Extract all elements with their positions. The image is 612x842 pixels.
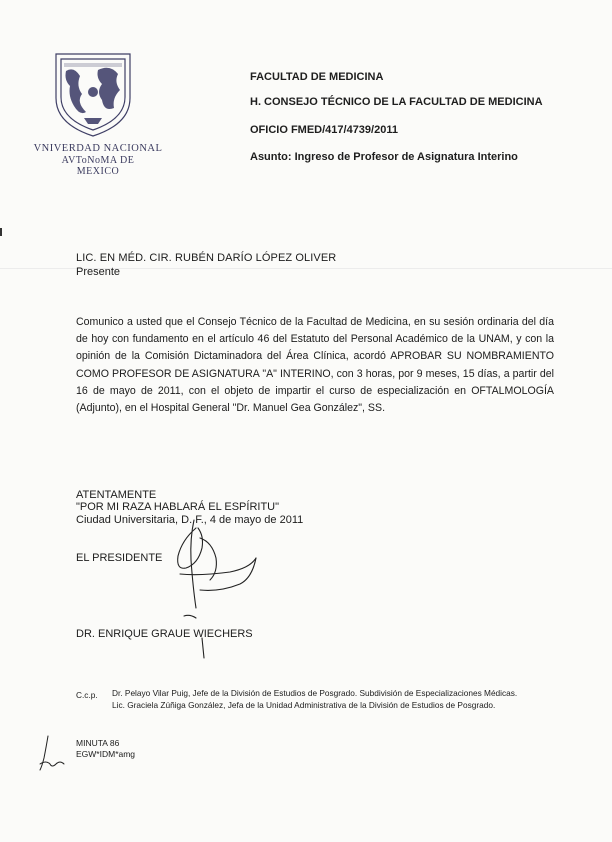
scan-edge-mark: [0, 228, 2, 236]
signer-name: DR. ENRIQUE GRAUE WIECHERS: [76, 628, 253, 640]
minuta-number: MINUTA 86: [76, 738, 120, 748]
ccp-recipient-1: Dr. Pelayo Vilar Puig, Jefe de la División de Estudios de Posgrado. Subdivisión de Especializaciones Médicas.: [112, 688, 518, 698]
addressee-presente: Presente: [76, 266, 121, 278]
closing-atentamente: ATENTAMENTE: [76, 489, 157, 501]
seal-caption-line1: VNIVERDAD NACIONAL: [33, 143, 163, 154]
faculty-heading: FACULTAD DE MEDICINA: [250, 71, 384, 83]
body-paragraph: Comunico a usted que el Consejo Técnico de la Facultad de Medicina, en su sesión ordinaria del día de hoy con fundamento en el artículo 46 del Estatuto del Personal Académico de la UNAM, y con la opinión de la Comisión Dictaminadora del Área Clínica, acordó APROBAR SU NOMBRAMIENTO COMO PROFESOR DE ASIGNATURA "A" INTERINO, con 3 horas, por 9 meses, 15 días, a partir del 16 de mayo de 2011, con el objeto de impartir el curso de especialización en OFTALMOLOGÍA (Adjunto), en el Hospital General "Dr. Manuel Gea González", SS.: [76, 316, 554, 415]
handwritten-initials-icon: [36, 734, 66, 772]
minuta-initials: EGW*IDM*amg: [76, 749, 136, 759]
closing-motto: "POR MI RAZA HABLARÁ EL ESPÍRITU": [76, 501, 280, 513]
handwritten-signature-icon: [160, 518, 270, 663]
council-heading: H. CONSEJO TÉCNICO DE LA FACULTAD DE MEDICINA: [250, 96, 543, 108]
ccp-recipient-2: Lic. Graciela Zúñiga González, Jefa de la Unidad Administrativa de la División de Estudios de Posgrado.: [112, 700, 496, 710]
ccp-label: C.c.p.: [76, 690, 98, 700]
unam-seal-icon: [46, 46, 140, 140]
oficio-number: OFICIO FMED/417/4739/2011: [250, 124, 398, 136]
closing-place-date: Ciudad Universitaria, D. F., 4 de mayo de 2011: [76, 514, 304, 526]
addressee-name: LIC. EN MÉD. CIR. RUBÉN DARÍO LÓPEZ OLIVER: [76, 252, 337, 264]
signer-role: EL PRESIDENTE: [76, 552, 163, 564]
seal-caption-line2: AVToNoMA DE: [61, 155, 135, 166]
seal-caption-line3: MEXICO: [76, 166, 120, 177]
subject-line: Asunto: Ingreso de Profesor de Asignatura Interino: [250, 151, 518, 163]
